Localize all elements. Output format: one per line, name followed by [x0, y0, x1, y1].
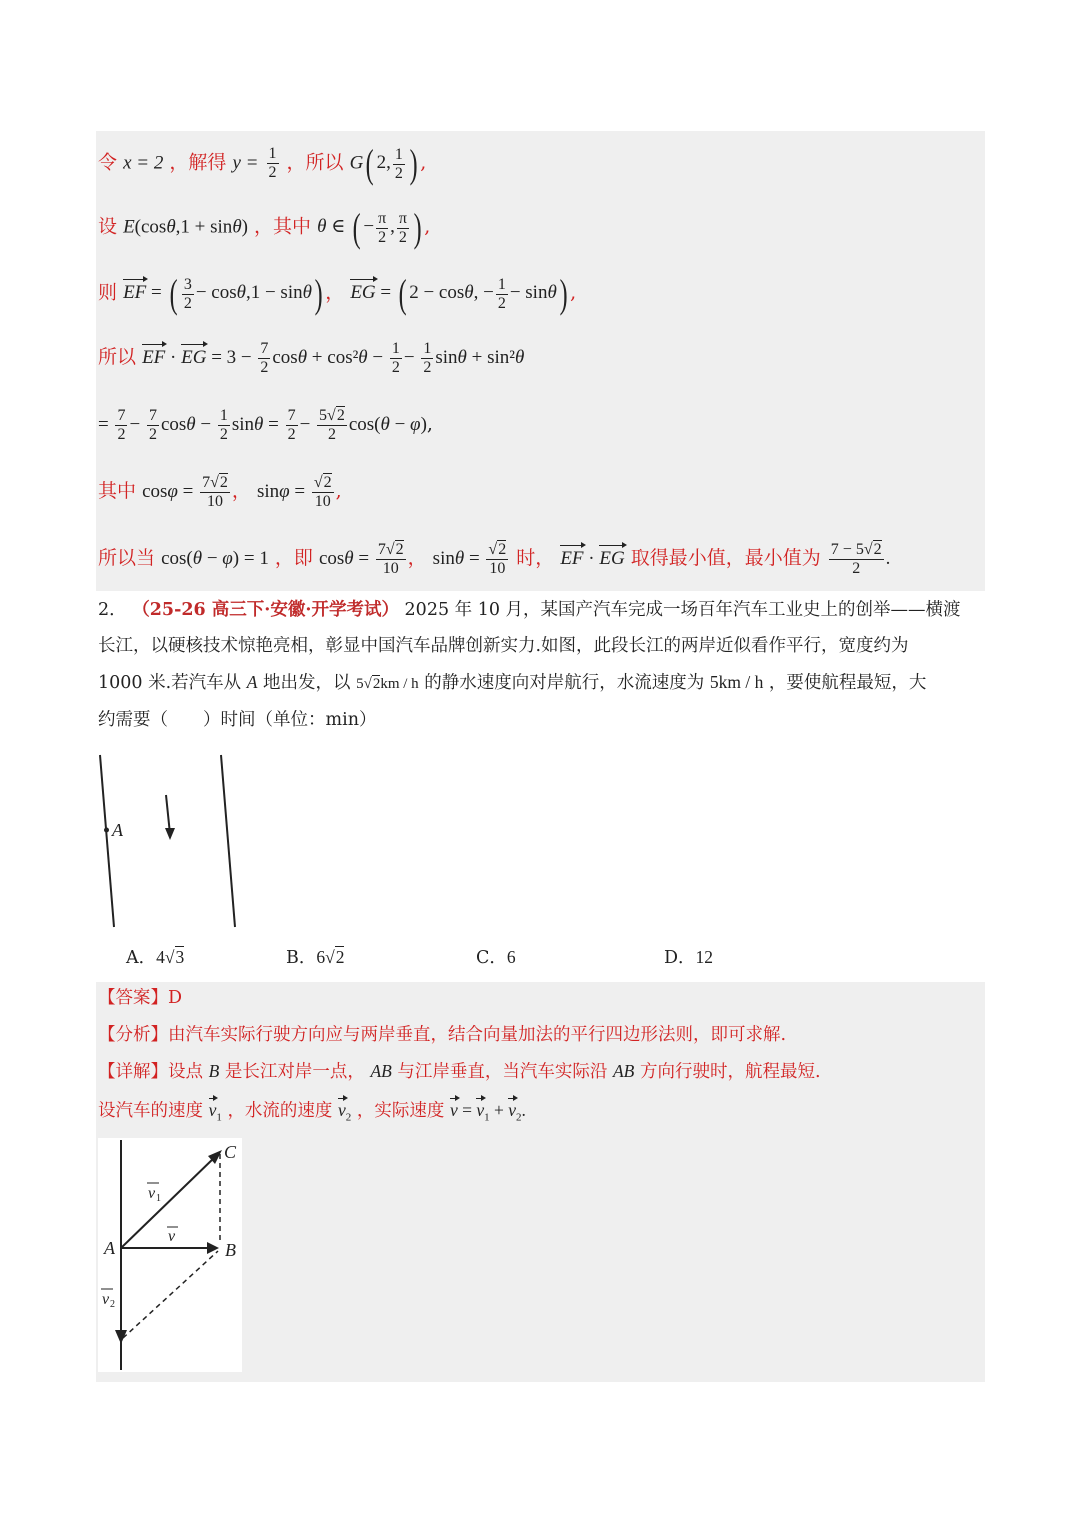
point-a-dot	[104, 828, 109, 833]
choice-d[interactable]: D．12	[664, 947, 714, 968]
svg-text:1: 1	[156, 1193, 161, 1204]
label-b: B	[225, 1240, 236, 1260]
label-v1: v	[148, 1185, 156, 1202]
vector-diagram	[98, 1138, 242, 1372]
detail-line: 【详解】设点 B 是长江对岸一点， AB 与江岸垂直，当汽车实际沿 AB 方向行驶时，航程最短.	[98, 1061, 821, 1082]
solution-line-4: 所以 EF · EG = 3 − $\frac{7}{2}$ cosθ + cos²θ − $\frac{1}{2}$ − $\frac{1}{2}$ sinθ + sin²θ	[98, 340, 525, 376]
solution-line-5: = $\frac{7}{2}$ − $\frac{7}{2}$ cosθ − $\frac{1}{2}$ sinθ = $\frac{7}{2}$ − $\frac{5√2}{2}$ cos(θ − φ),	[98, 407, 433, 443]
label-c: C	[224, 1142, 237, 1162]
dashed-db	[123, 1251, 218, 1338]
question-source: （25-26 高三下·安徽·开学考试）	[132, 600, 399, 620]
solution-line-2: 设 E(cosθ,1 + sinθ) ，其中 θ ∈ ( − $\frac{\pi}{2}$ , $\frac{\pi}{2}$ ) ,	[98, 205, 431, 250]
label-a: A	[104, 1238, 115, 1258]
solution-line-7: 所以当 cos(θ − φ) = 1 ，即 cosθ = $\frac{7√2}{10}$ ， sinθ = $\frac{√2}{10}$ 时， EF · EG 取得最小值，最小值为 $\frac{7 - 5√2}{2}$ .	[98, 541, 891, 577]
answer-line: 【答案】D	[98, 988, 183, 1008]
velocity-line: 设汽车的速度 $v_1$ ，水流的速度 $v_2$ ，实际速度 $v = v_1 + v_2$.	[98, 1100, 526, 1124]
label-v2: v	[102, 1291, 110, 1308]
solution-line-1: 令 x = 2 ，解得 y = $\frac{1}{2}$ ，所以 G( 2, $\frac{1}{2}$ ) ,	[98, 141, 427, 186]
point-a-label: A	[112, 820, 123, 840]
choice-c[interactable]: C．6	[476, 947, 516, 968]
analysis-line: 【分析】由汽车实际行驶方向应与两岸垂直，结合向量加法的平行四边形法则，即可求解.	[98, 1025, 787, 1045]
choice-a[interactable]: A．4√3	[126, 947, 185, 968]
question-2: 2． （25-26 高三下·安徽·开学考试） 2025 年 10 月，某国产汽车完成一场百年汽车工业史上的创举——横渡 长江，以硬核技术惊艳亮相，彰显中国汽车品牌创新实力.如图，此段长江的两岸近似看作平行，宽度约为 1000 米.若汽车从 A 地出发，以 5√2km / h 的静水速度向对岸航行，水流速度为 5km / h ，要使航程最短，大 约需要（ ）时间（单位：min）	[98, 600, 961, 730]
choice-b[interactable]: B．6√2	[286, 947, 345, 968]
svg-text:2: 2	[110, 1299, 115, 1310]
river-bank-right	[221, 755, 235, 927]
solution-line-6: 其中 cosφ = $\frac{7√2}{10}$ ， sinφ = $\frac{√2}{10}$ ,	[98, 474, 342, 510]
river-bank-left	[100, 755, 114, 927]
label-v: v	[168, 1228, 176, 1245]
solution-line-3: 则 EF = ( $\frac{3}{2}$ − cosθ,1 − sinθ) ， EG = ( 2 − cosθ, − $\frac{1}{2}$ − sinθ) ,	[98, 271, 577, 316]
river-figure	[90, 750, 260, 935]
